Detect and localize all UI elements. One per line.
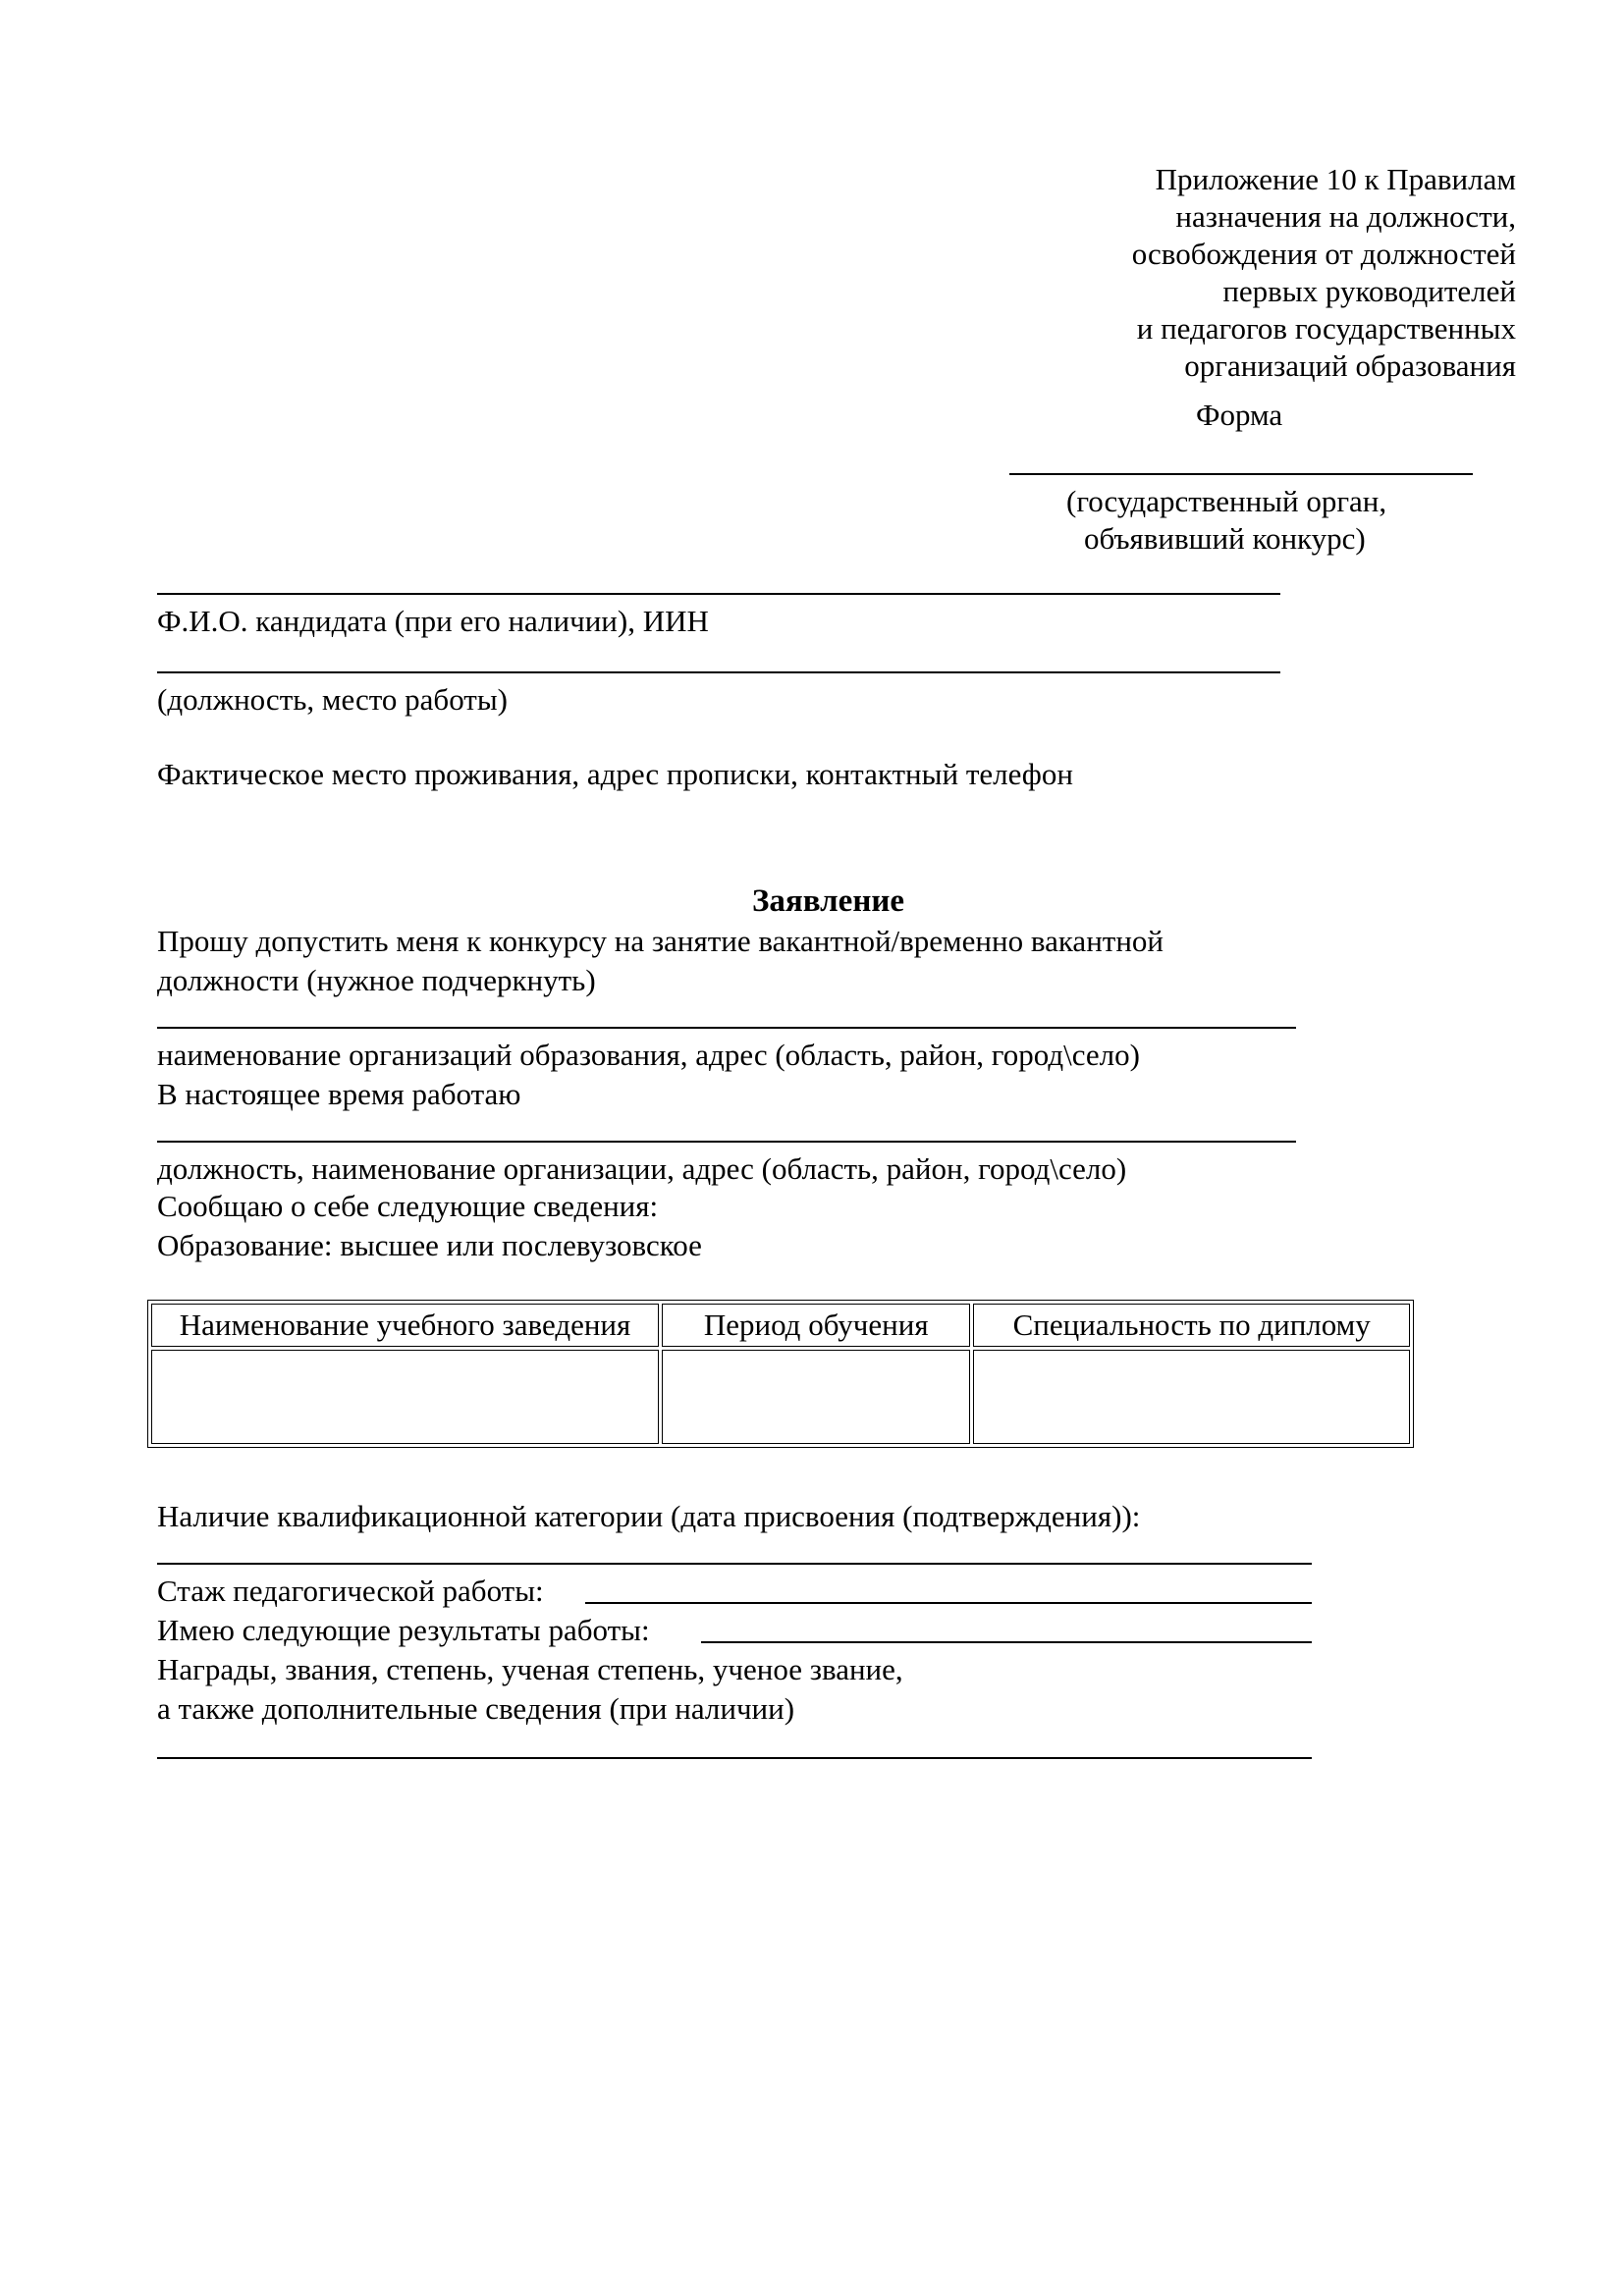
qualification-category-blank-line[interactable]: [157, 1563, 1312, 1565]
experience-label: Стаж педагогической работы:: [157, 1574, 544, 1608]
current-work-label: В настоящее время работаю: [157, 1077, 521, 1111]
authority-caption-1: (государственный орган,: [1066, 484, 1387, 518]
authority-caption-2: объявивший конкурс): [1084, 521, 1366, 556]
qualification-category-label: Наличие квалификационной категории (дата присвоения (подтверждения)):: [157, 1499, 1141, 1533]
form-label: Форма: [1196, 398, 1283, 432]
table-cell-specialty[interactable]: [973, 1350, 1410, 1444]
appendix-line: назначения на должности,: [1175, 199, 1516, 234]
organization-blank-line[interactable]: [157, 1027, 1296, 1029]
table-header-row: [151, 1304, 1410, 1347]
results-label: Имею следующие результаты работы:: [157, 1613, 650, 1647]
table-header-institution: Наименование учебного заведения: [151, 1304, 659, 1347]
candidate-name-caption: Ф.И.О. кандидата (при его наличии), ИИН: [157, 604, 709, 638]
authority-blank-line[interactable]: [1009, 473, 1473, 475]
appendix-line: первых руководителей: [1222, 274, 1516, 308]
request-line-2: должности (нужное подчеркнуть): [157, 963, 596, 997]
candidate-position-blank-line[interactable]: [157, 671, 1280, 673]
appendix-header: [1132, 161, 1516, 385]
education-table: [147, 1300, 1414, 1448]
organization-caption: наименование организаций образования, адрес (область, район, город\село): [157, 1038, 1140, 1072]
appendix-line: организаций образования: [1184, 348, 1516, 383]
table-header-period: Период обучения: [662, 1304, 970, 1347]
request-line-1: Прошу допустить меня к конкурсу на занятие вакантной/временно вакантной: [157, 924, 1164, 958]
table-cell-period[interactable]: [662, 1350, 970, 1444]
current-work-caption: должность, наименование организации, адрес (область, район, город\село): [157, 1151, 1127, 1186]
appendix-line: освобождения от должностей: [1131, 237, 1516, 271]
appendix-line: и педагогов государственных: [1136, 311, 1516, 346]
table-header-specialty: Специальность по диплому: [973, 1304, 1410, 1347]
current-work-blank-line[interactable]: [157, 1141, 1296, 1143]
experience-blank-line[interactable]: [585, 1602, 1312, 1604]
candidate-position-caption: (должность, место работы): [157, 682, 508, 717]
awards-blank-line[interactable]: [157, 1757, 1312, 1759]
education-label: Образование: высшее или послевузовское: [157, 1228, 702, 1262]
results-blank-line[interactable]: [701, 1641, 1312, 1643]
about-self-label: Сообщаю о себе следующие сведения:: [157, 1189, 659, 1223]
table-row: [151, 1350, 1410, 1444]
table-cell-institution[interactable]: [151, 1350, 659, 1444]
statement-title: Заявление: [752, 883, 904, 919]
awards-line-2: а также дополнительные сведения (при наличии): [157, 1691, 795, 1726]
awards-line-1: Награды, звания, степень, ученая степень, ученое звание,: [157, 1652, 903, 1686]
residence-caption: Фактическое место проживания, адрес прописки, контактный телефон: [157, 757, 1073, 791]
appendix-line: Приложение 10 к Правилам: [1155, 162, 1516, 196]
candidate-name-blank-line[interactable]: [157, 593, 1280, 595]
